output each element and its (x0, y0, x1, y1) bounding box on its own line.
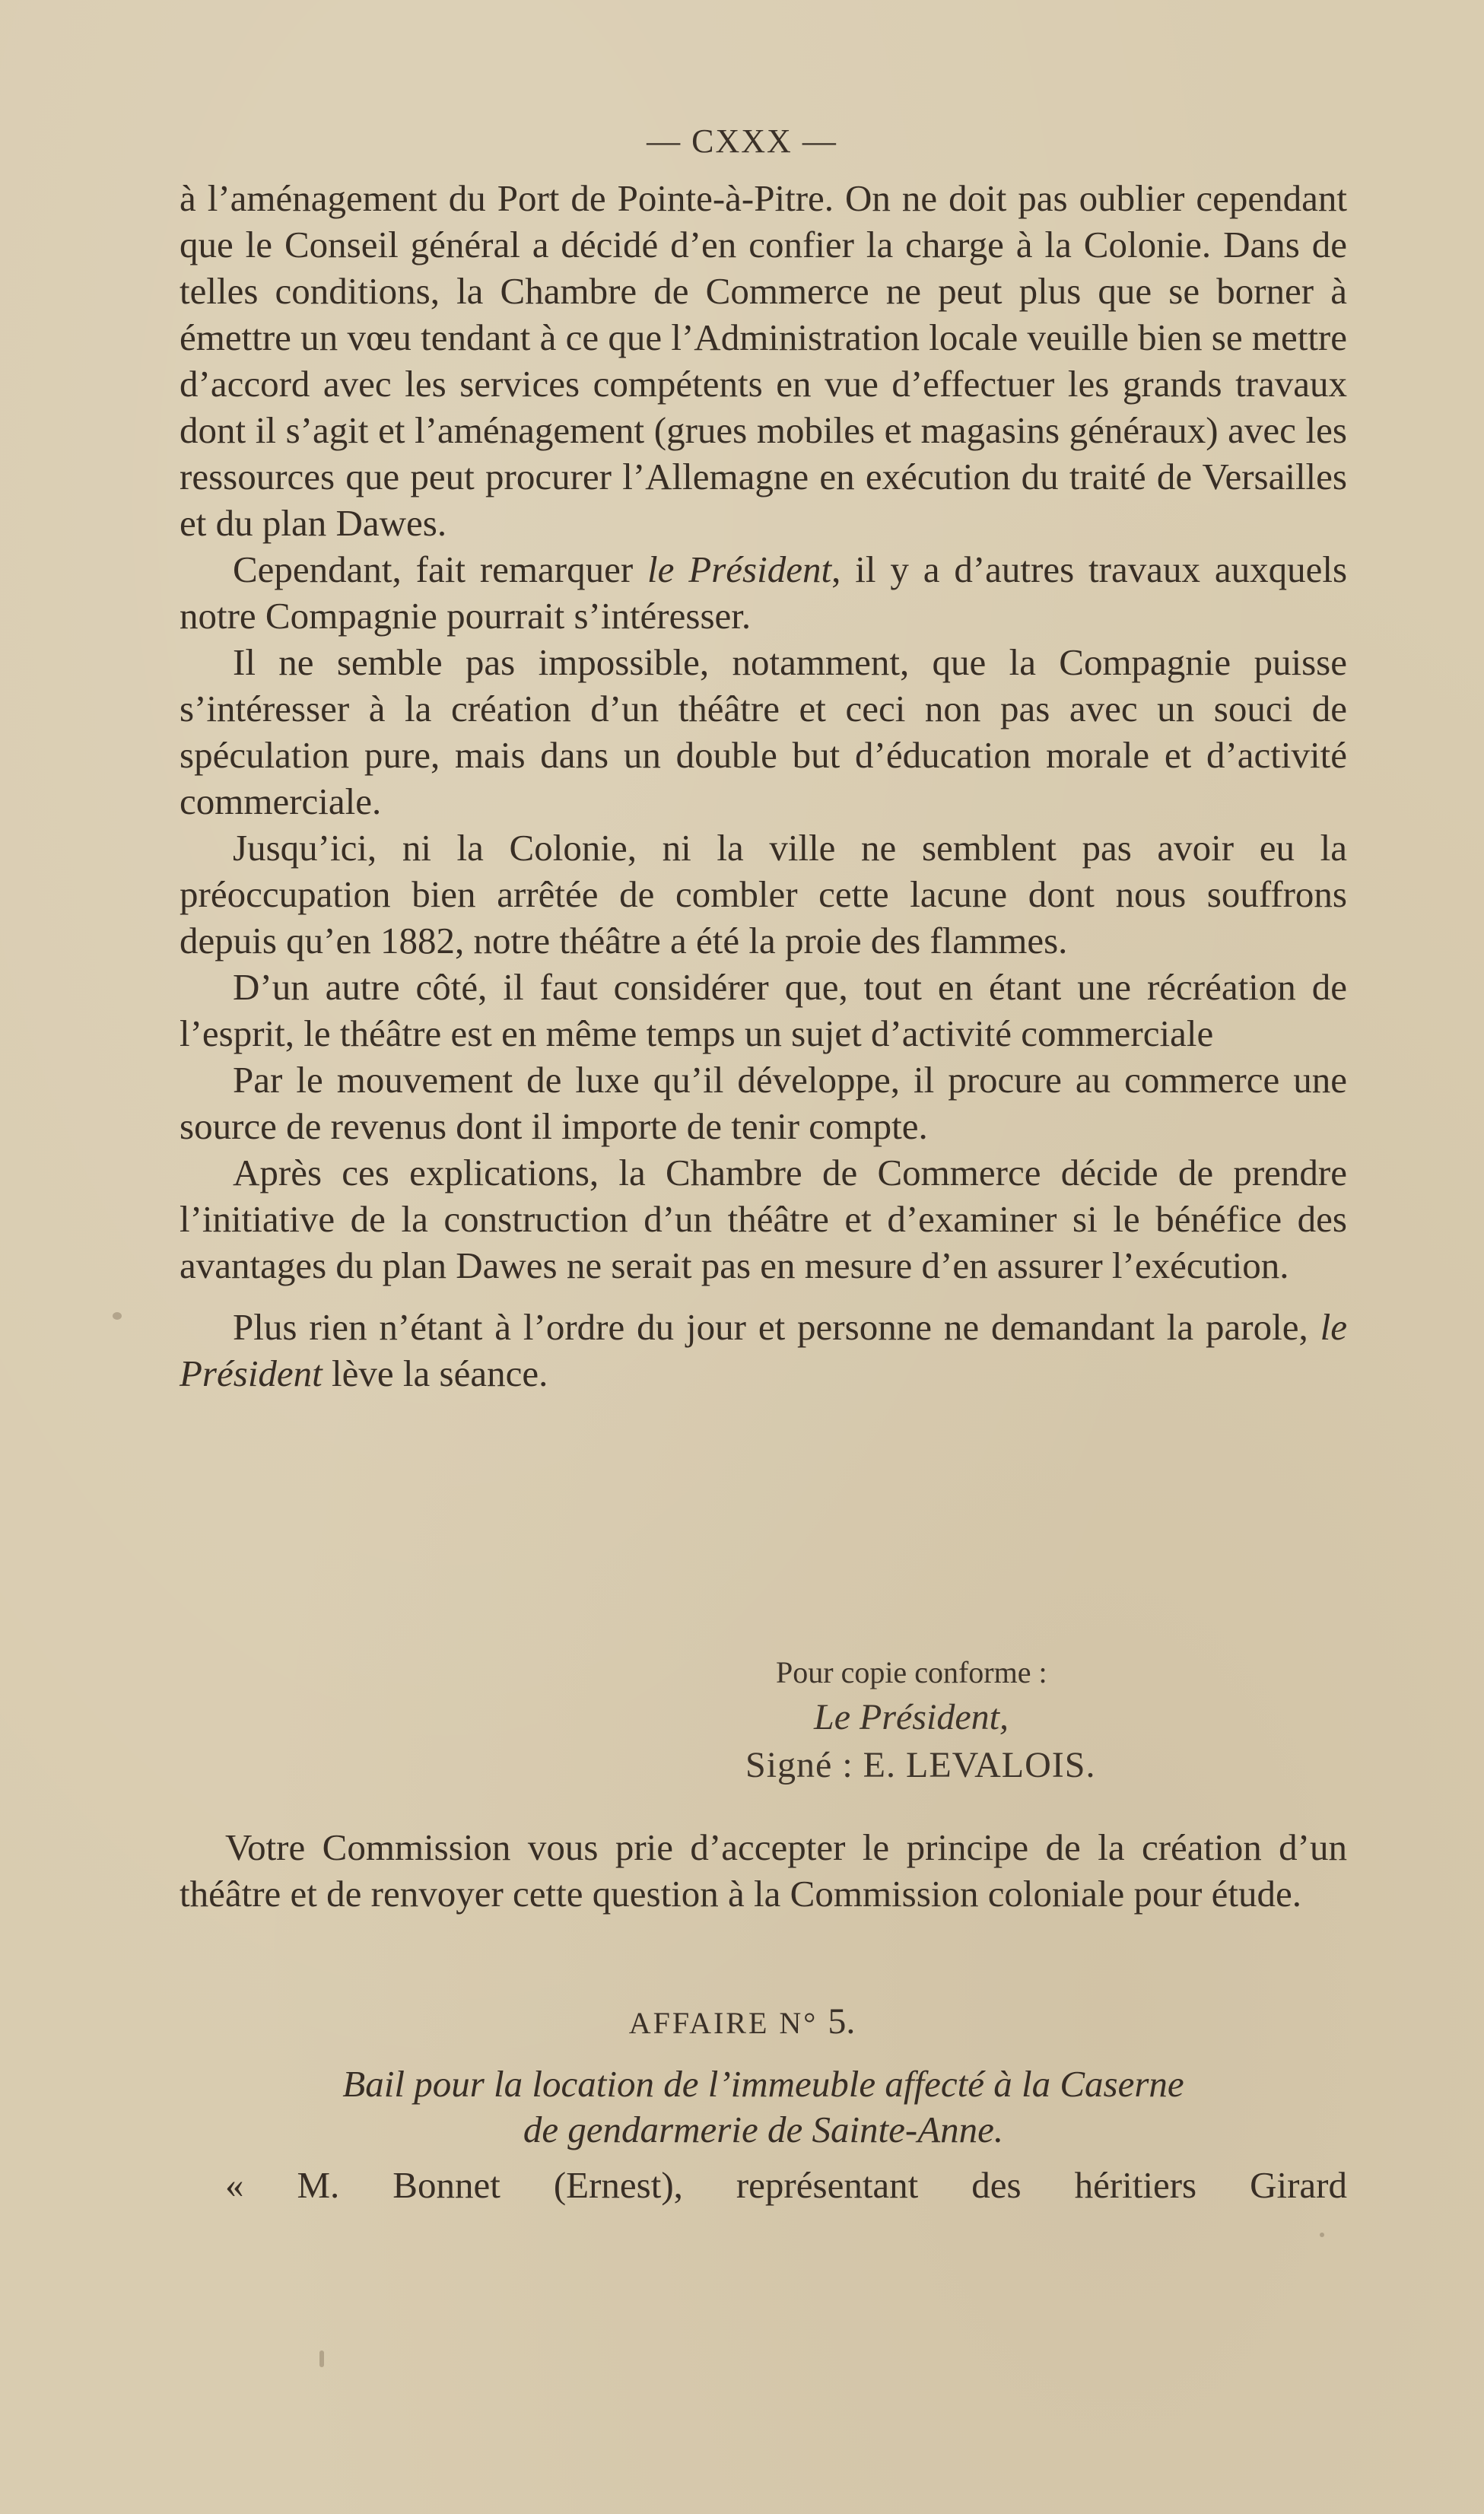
paragraph-mouvement: Par le mouvement de luxe qu’il développe, il procure au commerce une source de revenus dont il importe de tenir compte. (180, 1059, 1347, 1147)
signature-copie: Pour copie conforme : (776, 1655, 1047, 1689)
paragraph-autre-cote: D’un autre côté, il faut considérer que, tout en étant une récréation de l’esprit, le théâtre est en même temps un sujet d’activité commerciale (180, 966, 1347, 1054)
paper-speck (113, 1312, 122, 1320)
signature-block (745, 1651, 1278, 1791)
paper-speck (319, 2350, 324, 2367)
p8-president: le Président (180, 1306, 1347, 1394)
signature-president: Le Président, (814, 1697, 1009, 1737)
p2-president: le Président (647, 548, 832, 590)
affaire-number: 5. (828, 2001, 856, 2042)
last-line (180, 2162, 1347, 2208)
paragraph-seance (180, 1304, 1347, 1397)
page-number-header: — CXXX — (647, 122, 837, 160)
paper-speck (1320, 2233, 1324, 2237)
p8-start: Plus rien n’étant à l’ordre du jour et personne ne demandant la parole, (233, 1306, 1320, 1348)
paragraph-port: à l’aménagement du Port de Pointe-à-Pitre. On ne doit pas oublier cependant que le Conseil général a décidé d’en confier la charge à la Colonie. Dans de telles conditions, la Chambre de Commerce ne peut plus que se borner à émettre un vœu tendant à ce que l’Administration locale veuille bien se mettre d’accord avec les services compétents en vue d’effectuer les grands travaux dont il s’agit et l’aménagement (grues mobiles et magasins généraux) avec les ressources que peut procurer l’Allemagne en exécution du traité de Versailles et du plan Dawes. (180, 177, 1347, 544)
affaire-label: AFFAIRE N° (628, 2006, 818, 2040)
paragraph-commission: Votre Commission vous prie d’accepter le principe de la création d’un théâtre et de renvoyer cette question à la Commission coloniale pour étude. (180, 1826, 1347, 1915)
bail-line-1: Bail pour la location de l’immeuble affecté à la Caserne (342, 2063, 1184, 2105)
p2-end: , il y a d’autres travaux auxquels notre Compagnie pourrait s’intéresser. (180, 548, 1348, 637)
commission-block (180, 1824, 1347, 1917)
affaire-heading (0, 2001, 1484, 2042)
paragraph-theatre: Il ne semble pas impossible, notamment, que la Compagnie puisse s’intéresser à la création d’un théâtre et ceci non pas avec un souci de spéculation pure, mais dans un double but d’éducation morale et d’activité commerciale. (180, 641, 1347, 822)
signature-signe: Signé : E. LEVALOIS. (745, 1745, 1096, 1785)
paragraph-cependant (180, 546, 1347, 639)
p2-start: Cependant, fait remarquer (233, 548, 648, 590)
paragraph-explications: Après ces explications, la Chambre de Commerce décide de prendre l’initiative de la construction d’un théâtre et d’examiner si le bénéfice des avantages du plan Dawes ne serait pas en mesure d’en assurer l’exécution. (180, 1152, 1347, 1286)
p8-end: lève la séance. (322, 1352, 548, 1394)
bail-line-2: de gendarmerie de Sainte-Anne. (523, 2109, 1004, 2150)
main-text (180, 175, 1347, 1397)
last-line-text: « M. Bonnet (Ernest), représentant des héritiers Girard (225, 2164, 1347, 2206)
paragraph-jusquici: Jusqu’ici, ni la Colonie, ni la ville ne semblent pas avoir eu la préoccupation bien arrêtée de combler cette lacune dont nous souffrons depuis qu’en 1882, notre théâtre a été la proie des flammes. (180, 827, 1347, 961)
bail-title (180, 2061, 1347, 2153)
